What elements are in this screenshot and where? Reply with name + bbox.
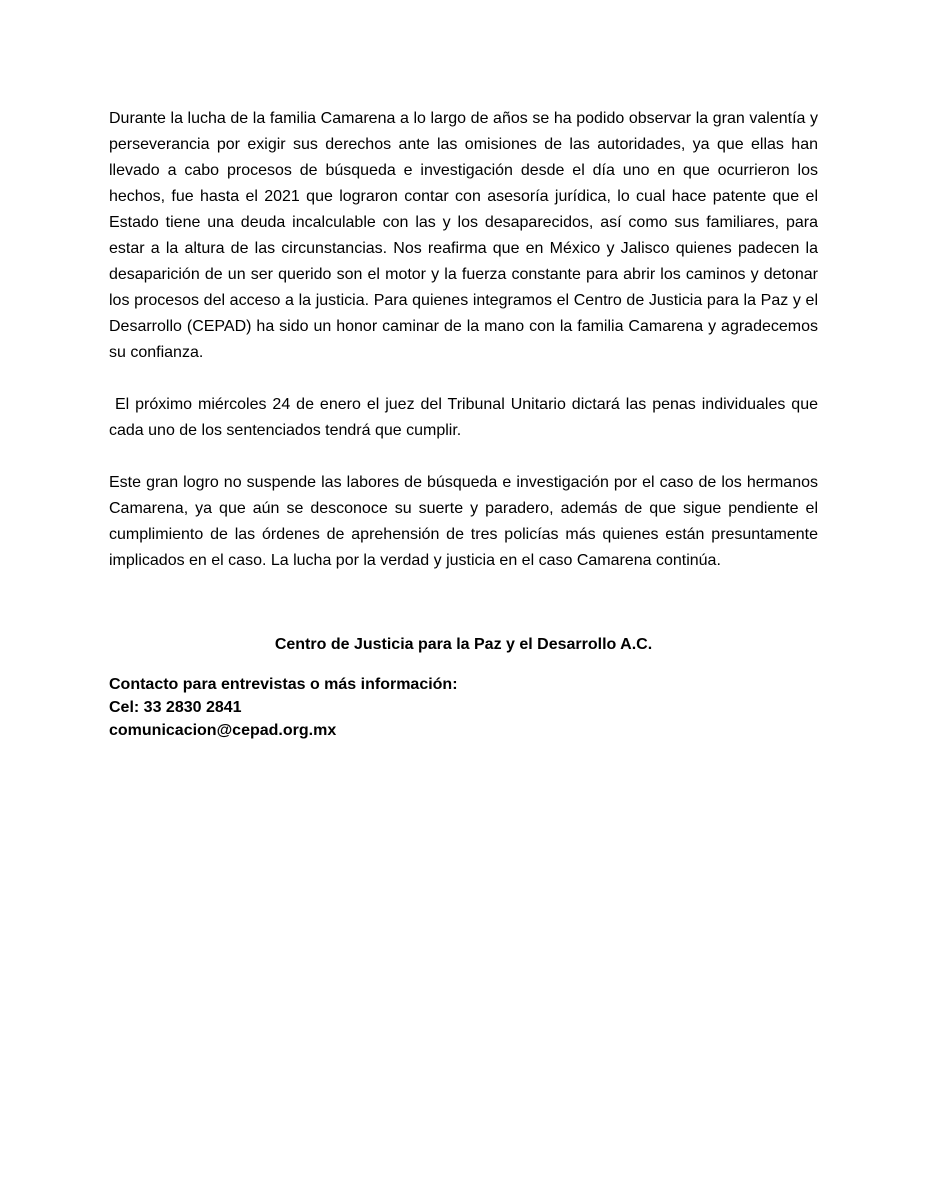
contact-heading: Contacto para entrevistas o más información: <box>109 676 458 693</box>
contact-email: comunicacion@cepad.org.mx <box>109 722 337 739</box>
paragraph-search-continues: Este gran logro no suspende las labores de búsqueda e investigación por el caso de los hermanos Camarena, ya que aún se desconoce su suerte y paradero, además de que sigue pendiente el cumplimiento de las órdenes de aprehensión de tres policías más quienes están presuntamente implicados en el caso. La lucha por la verdad y justicia en el caso Camarena continúa. <box>109 474 818 569</box>
document-body <box>109 106 823 742</box>
contact-block <box>109 673 818 742</box>
organization-name: Centro de Justicia para la Paz y el Desarrollo A.C. <box>274 636 653 653</box>
paragraph-sentencing-date: El próximo miércoles 24 de enero el juez del Tribunal Unitario dictará las penas individuales que cada uno de los sentenciados tendrá que cumplir. <box>109 396 823 439</box>
paragraph-family-struggle: Durante la lucha de la familia Camarena a lo largo de años se ha podido observar la gran valentía y perseverancia por exigir sus derechos ante las omisiones de las autoridades, ya que ellas han llevado a cabo procesos de búsqueda e investigación desde el día uno en que ocurrieron los hechos, fue hasta el 2021 que lograron contar con asesoría jurídica, lo cual hace patente que el Estado tiene una deuda incalculable con las y los desaparecidos, así como sus familiares, para estar a la altura de las circunstancias. Nos reafirma que en México y Jalisco quienes padecen la desaparición de un ser querido son el motor y la fuerza constante para abrir los caminos y detonar los procesos del acceso a la justicia. Para quienes integramos el Centro de Justicia para la Paz y el Desarrollo (CEPAD) ha sido un honor caminar de la mano con la familia Camarena y agradecemos su confianza. <box>109 110 818 361</box>
contact-phone: Cel: 33 2830 2841 <box>109 699 242 716</box>
